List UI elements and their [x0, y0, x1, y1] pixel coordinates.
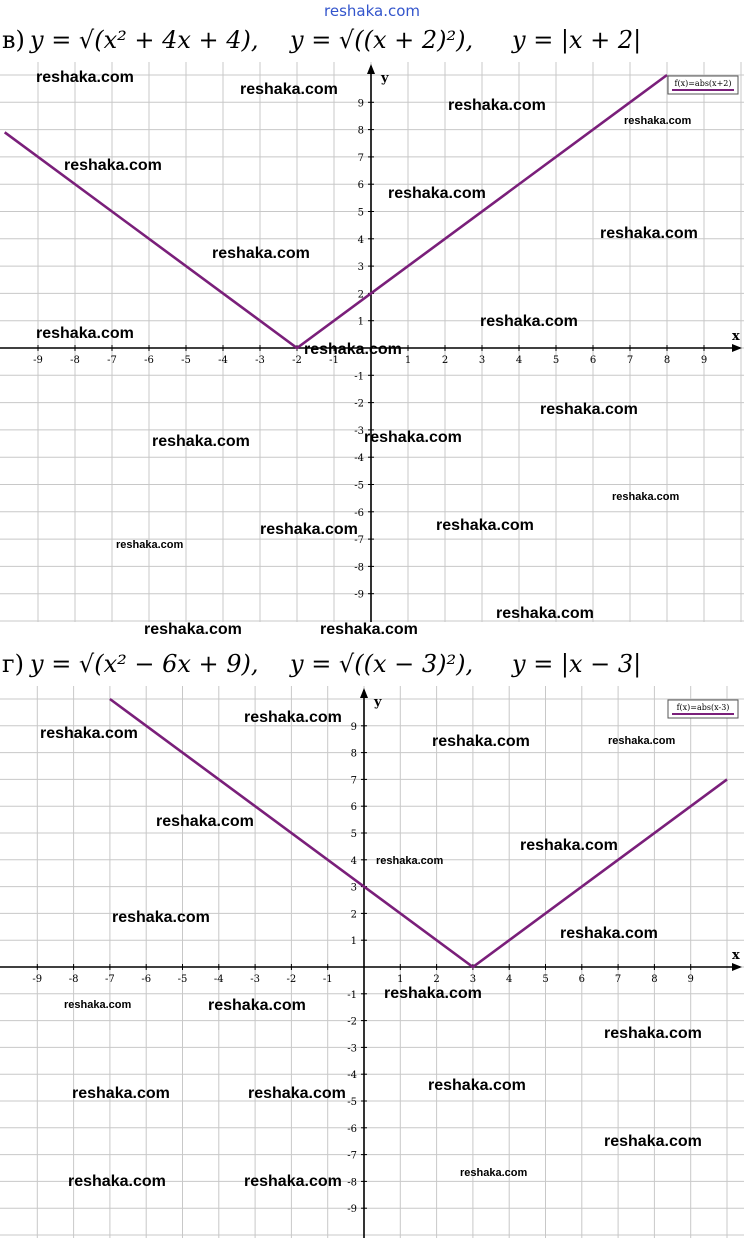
watermark-text: reshaka.com: [64, 157, 162, 174]
watermark-text: reshaka.com: [624, 115, 692, 127]
watermark-text: reshaka.com: [376, 855, 444, 867]
x-tick-label: 1: [404, 355, 412, 366]
site-header-link[interactable]: reshaka.com: [324, 2, 420, 20]
y-tick-label: 7: [350, 775, 357, 787]
x-tick-label: -2: [292, 355, 302, 366]
watermark-text: reshaka.com: [608, 735, 676, 747]
watermark-text: reshaka.com: [152, 433, 250, 450]
problem-g-formulas: [0, 646, 744, 684]
watermark-text: reshaka.com: [36, 69, 134, 86]
watermark-text: reshaka.com: [208, 997, 306, 1014]
watermark-text: reshaka.com: [384, 985, 482, 1002]
x-tick-label: 9: [700, 355, 708, 366]
legend: [668, 76, 738, 94]
x-tick-label: 5: [542, 974, 549, 985]
x-tick-label: 8: [663, 355, 671, 366]
y-tick-label: 6: [350, 802, 357, 814]
y-tick-label: -7: [354, 535, 364, 547]
problem-v-label: в): [2, 26, 25, 54]
y-tick-label: -1: [354, 371, 364, 383]
watermark-text: reshaka.com: [320, 621, 418, 638]
y-tick-label: 4: [350, 855, 357, 867]
y-tick-label: 4: [357, 234, 364, 246]
x-tick-label: -6: [141, 974, 152, 985]
watermark-text: reshaka.com: [540, 401, 638, 418]
problem-v-formula-1: y = √(x² + 4x + 4),: [30, 26, 259, 54]
x-axis-label: x: [732, 329, 740, 344]
x-tick-label: -5: [181, 355, 191, 366]
watermark-text: reshaka.com: [496, 605, 594, 622]
x-tick-label: 2: [441, 355, 449, 366]
watermark-text: reshaka.com: [604, 1133, 702, 1150]
y-tick-label: -4: [347, 1070, 357, 1082]
y-axis-arrow: [367, 64, 375, 74]
watermark-text: reshaka.com: [304, 341, 402, 358]
x-tick-label: -1: [322, 974, 333, 985]
watermark-text: reshaka.com: [260, 521, 358, 538]
x-axis-arrow: [732, 963, 742, 971]
watermark-text: reshaka.com: [560, 925, 658, 942]
legend-label: f(x)=abs(x-3): [676, 703, 730, 712]
watermark-text: reshaka.com: [448, 97, 546, 114]
watermark-text: reshaka.com: [72, 1085, 170, 1102]
watermark-text: reshaka.com: [212, 245, 310, 262]
legend: [668, 700, 738, 718]
y-tick-label: 1: [357, 316, 364, 328]
watermark-text: reshaka.com: [156, 813, 254, 830]
watermark-text: reshaka.com: [248, 1085, 346, 1102]
watermark-text: reshaka.com: [480, 313, 578, 330]
y-tick-label: -2: [347, 1016, 357, 1028]
watermark-text: reshaka.com: [460, 1167, 528, 1179]
y-tick-label: -3: [347, 1043, 357, 1055]
x-tick-label: 1: [397, 974, 404, 985]
problem-g-formula-1: y = √(x² − 6x + 9),: [30, 650, 259, 678]
y-tick-label: -9: [354, 589, 364, 601]
y-tick-label: -5: [347, 1097, 357, 1108]
watermark-text: reshaka.com: [112, 909, 210, 926]
y-tick-label: 7: [357, 152, 364, 164]
watermark-text: reshaka.com: [436, 517, 534, 534]
y-tick-label: 6: [357, 180, 364, 192]
y-tick-label: 5: [357, 207, 364, 219]
x-tick-label: -7: [105, 974, 115, 985]
watermarks: [40, 709, 702, 1190]
y-axis-label: y: [374, 695, 382, 710]
x-tick-label: -9: [32, 974, 43, 985]
chart-v-svg: [0, 62, 744, 638]
y-tick-label: -8: [354, 562, 364, 574]
watermark-text: reshaka.com: [244, 1173, 342, 1190]
y-tick-label: -2: [354, 398, 364, 410]
y-tick-label: 3: [357, 262, 364, 274]
y-tick-label: 3: [350, 882, 357, 894]
x-tick-label: 7: [614, 974, 622, 985]
y-tick-label: -9: [347, 1204, 357, 1216]
problem-g-formula-2: y = √((x − 3)²),: [290, 650, 474, 678]
chart-v: [0, 62, 744, 638]
watermark-text: reshaka.com: [428, 1077, 526, 1094]
x-tick-label: -3: [250, 974, 260, 985]
watermark-text: reshaka.com: [244, 709, 342, 726]
problem-v-formula-3: y = |x + 2|: [512, 26, 642, 54]
y-tick-label: 9: [357, 98, 364, 110]
x-tick-label: 6: [589, 355, 597, 366]
y-tick-label: -3: [354, 425, 364, 437]
y-tick-label: 2: [350, 909, 357, 921]
y-tick-label: -8: [347, 1177, 357, 1189]
problem-g-formula-3: y = |x − 3|: [512, 650, 642, 678]
watermark-text: reshaka.com: [64, 999, 132, 1011]
watermark-text: reshaka.com: [116, 539, 184, 551]
watermark-text: reshaka.com: [68, 1173, 166, 1190]
watermark-text: reshaka.com: [520, 837, 618, 854]
site-header[interactable]: [0, 0, 744, 22]
y-tick-label: -5: [354, 480, 364, 492]
y-tick-label: -1: [347, 989, 357, 1001]
x-tick-label: -8: [68, 974, 79, 985]
y-tick-label: 2: [357, 289, 364, 301]
x-tick-label: 3: [469, 974, 477, 985]
x-tick-label: 3: [478, 355, 486, 366]
x-tick-label: 5: [552, 355, 560, 366]
y-tick-label: 8: [357, 125, 364, 137]
watermark-text: reshaka.com: [388, 185, 486, 202]
x-tick-label: -3: [255, 355, 265, 366]
y-tick-label: 1: [350, 936, 357, 948]
y-tick-label: -7: [347, 1150, 357, 1162]
x-tick-label: 9: [687, 974, 694, 985]
y-axis-label: y: [381, 71, 389, 86]
x-tick-label: -6: [144, 355, 154, 366]
watermark-text: reshaka.com: [604, 1025, 702, 1042]
y-tick-label: 9: [350, 721, 357, 733]
watermark-text: reshaka.com: [432, 733, 530, 750]
x-tick-label: 2: [433, 974, 440, 985]
x-tick-label: 4: [506, 974, 513, 985]
chart-g: [0, 686, 744, 1238]
y-tick-label: 5: [350, 829, 357, 840]
x-tick-label: 7: [626, 355, 634, 366]
x-axis-label: x: [732, 948, 740, 963]
y-axis-arrow: [360, 688, 368, 698]
grid: [0, 686, 744, 1238]
watermark-text: reshaka.com: [240, 81, 338, 98]
chart-g-svg: [0, 686, 744, 1238]
watermark-text: reshaka.com: [40, 725, 138, 742]
watermark-text: reshaka.com: [612, 491, 680, 503]
y-tick-label: -6: [347, 1123, 357, 1135]
x-tick-label: -5: [177, 974, 188, 985]
legend-label: f(x)=abs(x+2): [674, 79, 732, 88]
x-tick-label: -7: [107, 355, 117, 366]
x-tick-label: 4: [515, 355, 523, 366]
watermark-text: reshaka.com: [144, 621, 242, 638]
x-tick-label: 8: [651, 974, 658, 985]
problem-v-formulas: [0, 22, 744, 60]
watermark-text: reshaka.com: [36, 325, 134, 342]
x-tick-label: -4: [218, 355, 228, 366]
watermark-text: reshaka.com: [364, 429, 462, 446]
y-tick-label: -6: [354, 507, 364, 519]
x-tick-label: -1: [329, 355, 339, 366]
watermarks: [36, 69, 698, 638]
x-tick-label: -4: [213, 974, 224, 985]
y-tick-label: -4: [354, 453, 364, 465]
x-tick-label: 6: [578, 974, 585, 985]
problem-g-label: г): [2, 650, 24, 678]
x-tick-label: -9: [33, 355, 43, 366]
x-tick-label: -2: [286, 974, 297, 985]
x-tick-label: -8: [70, 355, 80, 366]
problem-v-formula-2: y = √((x + 2)²),: [290, 26, 474, 54]
y-tick-label: 8: [350, 748, 357, 760]
watermark-text: reshaka.com: [600, 225, 698, 242]
